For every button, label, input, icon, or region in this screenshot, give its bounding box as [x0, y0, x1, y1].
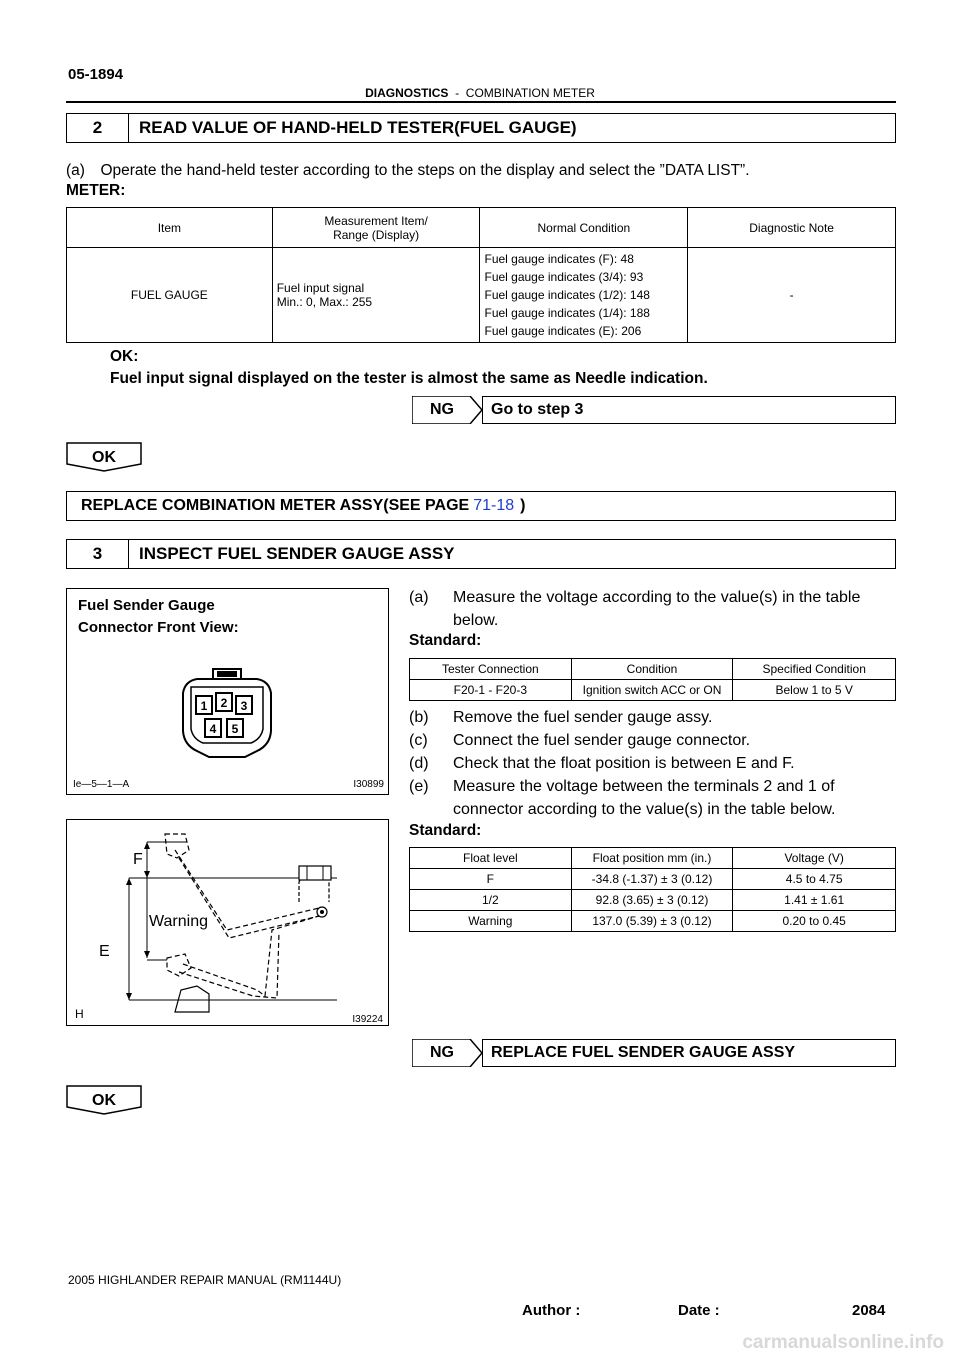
col-item: Item	[67, 208, 273, 248]
step-3c	[409, 729, 750, 752]
ok-branch-step2	[66, 442, 142, 472]
col-note: Diagnostic Note	[688, 208, 896, 248]
page-number: 05-1894	[68, 66, 124, 83]
meter-table	[66, 207, 896, 343]
step-3-title: INSPECT FUEL SENDER GAUGE ASSY	[139, 544, 455, 563]
label-corner: H	[75, 1007, 84, 1021]
normal-line: Fuel gauge indicates (F): 48	[484, 252, 634, 266]
cell-item: FUEL GAUGE	[67, 248, 273, 343]
step-2-title: READ VALUE OF HAND-HELD TESTER(FUEL GAUGE)	[139, 118, 577, 137]
col-voltage: Voltage (V)	[733, 848, 896, 869]
item-marker: (a)	[409, 589, 429, 606]
measurement-line: Min.: 0, Max.: 255	[276, 295, 373, 309]
step-3d	[409, 752, 795, 775]
label-e: E	[99, 943, 110, 960]
header-rule	[66, 101, 896, 103]
figure-code: I30899	[353, 779, 384, 790]
item-text: Measure the voltage between the terminals 2 and 1 of	[453, 778, 835, 795]
item-marker: (d)	[409, 755, 429, 772]
normal-line: Fuel gauge indicates (1/4): 188	[484, 306, 650, 320]
table-cell: 1.41 ± 1.61	[733, 890, 896, 911]
table-cell: 1/2	[410, 890, 572, 911]
cell-specified: Below 1 to 5 V	[733, 680, 896, 701]
ng-text: REPLACE FUEL SENDER GAUGE ASSY	[482, 1039, 896, 1067]
pin-label: 4	[209, 722, 217, 736]
table-cell: -34.8 (-1.37) ± 3 (0.12)	[571, 869, 733, 890]
cell-tester: F20-1 - F20-3	[410, 680, 572, 701]
step-3b	[409, 706, 712, 729]
pin-label: 1	[200, 699, 208, 713]
col-measurement	[272, 208, 480, 248]
figure-ref: Ie—5—1—A	[73, 779, 130, 790]
normal-line: Fuel gauge indicates (E): 206	[484, 324, 642, 338]
item-text-cont: below.	[453, 612, 499, 629]
normal-line: Fuel gauge indicates (3/4): 93	[484, 270, 644, 284]
float-drawing	[67, 820, 387, 1024]
cell-condition: Ignition switch ACC or ON	[571, 680, 733, 701]
section-header	[0, 86, 960, 100]
item-marker: (c)	[409, 732, 428, 749]
ok-branch-step3	[66, 1085, 142, 1115]
step-2-instruction: (a) Operate the hand-held tester according to the steps on the display and select the ”DATA LIST”.	[66, 162, 750, 179]
ok-label: OK:	[110, 348, 139, 365]
table-cell: Warning	[410, 911, 572, 932]
col-tester: Tester Connection	[410, 659, 572, 680]
cell-measurement	[272, 248, 480, 343]
ng-tag	[412, 396, 482, 424]
section-name: DIAGNOSTICS	[365, 86, 449, 100]
standard-label-1: Standard:	[409, 632, 482, 649]
connector-figure	[66, 588, 389, 795]
col-float-level: Float level	[410, 848, 572, 869]
replace-link[interactable]: 71-18	[473, 497, 515, 514]
standard-label-2: Standard:	[409, 822, 482, 839]
ok-label: OK	[92, 449, 116, 466]
step-3-bar	[66, 539, 896, 569]
figure-label-line2: Connector Front View:	[78, 619, 239, 636]
col-normal: Normal Condition	[480, 208, 688, 248]
item-marker: (b)	[409, 709, 429, 726]
float-table	[409, 847, 896, 932]
item-text: Remove the fuel sender gauge assy.	[453, 709, 713, 726]
float-figure	[66, 819, 389, 1026]
ng-label: NG	[430, 1044, 454, 1061]
ng-branch-step3	[412, 1039, 896, 1067]
author-label: Author :	[522, 1302, 581, 1319]
replace-close: )	[520, 497, 526, 514]
item-text-cont: connector according to the value(s) in the table below.	[453, 801, 836, 818]
col-condition: Condition	[571, 659, 733, 680]
ng-branch-step2	[412, 396, 896, 424]
meter-label: METER:	[66, 182, 126, 199]
col-specified: Specified Condition	[733, 659, 896, 680]
pin-label: 3	[240, 699, 248, 713]
ok-text: Fuel input signal displayed on the tester is almost the same as Needle indication.	[110, 370, 708, 387]
cell-normal	[480, 248, 688, 343]
table-cell: 0.20 to 0.45	[733, 911, 896, 932]
col-measurement-line2: Range (Display)	[333, 227, 420, 242]
label-f: F	[133, 851, 143, 868]
pin-label: 2	[220, 696, 228, 710]
figure-code: I39224	[352, 1014, 383, 1024]
connector-drawing	[177, 667, 277, 767]
item-marker: (e)	[409, 778, 429, 795]
manual-title: 2005 HIGHLANDER REPAIR MANUAL (RM1144U)	[68, 1273, 342, 1287]
date-label: Date :	[678, 1302, 720, 1319]
pin-label: 5	[231, 722, 239, 736]
ok-label: OK	[92, 1092, 116, 1109]
step-3a	[409, 586, 896, 632]
watermark: carmanualsonline.info	[742, 1332, 944, 1353]
table-cell: 137.0 (5.39) ± 3 (0.12)	[571, 911, 733, 932]
normal-line: Fuel gauge indicates (1/2): 148	[484, 288, 650, 302]
page-number-footer: 2084	[852, 1302, 886, 1319]
replace-meter-bar	[66, 491, 896, 521]
ng-tag	[412, 1039, 482, 1067]
figure-label	[78, 595, 239, 639]
table-cell: F	[410, 869, 572, 890]
ng-label: NG	[430, 401, 454, 418]
figure-label-line1: Fuel Sender Gauge	[78, 597, 215, 614]
tester-table	[409, 658, 896, 701]
step-2-number: 2	[67, 114, 129, 142]
cell-note: -	[688, 248, 896, 343]
header-separator: -	[455, 86, 460, 100]
col-float-position: Float position mm (in.)	[571, 848, 733, 869]
replace-text: REPLACE COMBINATION METER ASSY(SEE PAGE	[81, 497, 470, 514]
item-text: Connect the fuel sender gauge connector.	[453, 732, 751, 749]
col-measurement-line1: Measurement Item/	[324, 213, 428, 228]
table-cell: 92.8 (3.65) ± 3 (0.12)	[571, 890, 733, 911]
step-3e	[409, 775, 896, 821]
table-cell: 4.5 to 4.75	[733, 869, 896, 890]
measurement-line: Fuel input signal	[276, 281, 365, 295]
step-3-number: 3	[67, 540, 129, 568]
item-text: Check that the float position is between E and F.	[453, 755, 795, 772]
item-text: Measure the voltage according to the value(s) in the table	[453, 589, 861, 606]
ng-text: Go to step 3	[482, 396, 896, 424]
step-2-bar	[66, 113, 896, 143]
label-warning: Warning	[149, 913, 208, 930]
subsection-name: COMBINATION METER	[465, 86, 595, 100]
